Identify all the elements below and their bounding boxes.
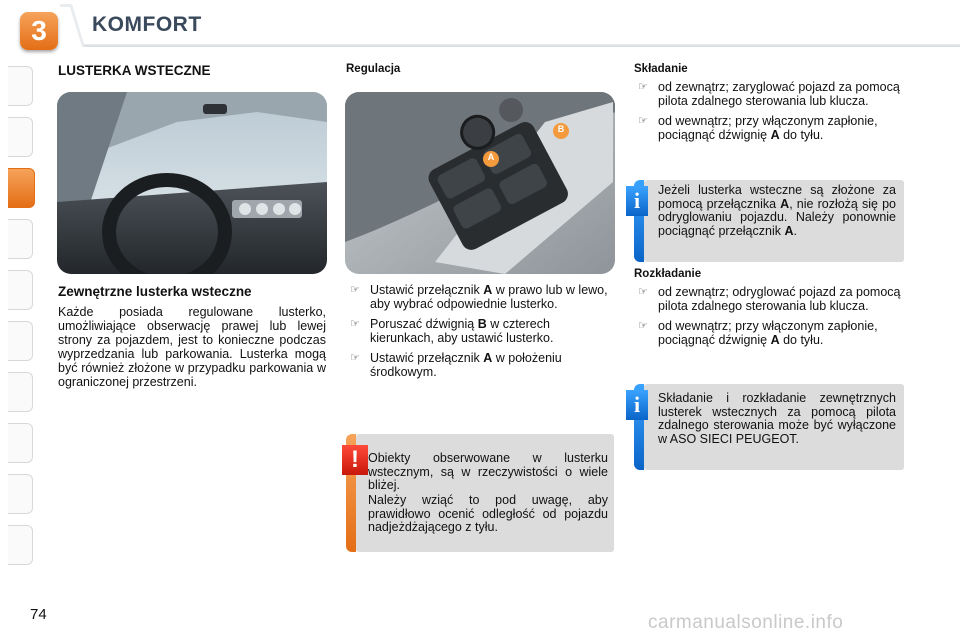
callout-label-a: A	[487, 152, 495, 162]
chapter-tab[interactable]	[8, 66, 33, 106]
warning-note	[356, 434, 614, 552]
step-item: ☞ Ustawić przełącznik A w prawo lub w lewo, aby wybrać odpowiednie lusterko.	[350, 283, 608, 311]
pointer-icon: ☞	[638, 81, 648, 93]
step-item: ☞ od wewnątrz; przy włączonym zapłonie, pociągnąć dźwignię A do tyłu.	[638, 114, 878, 142]
page-title: KOMFORT	[92, 13, 202, 36]
chapter-tab[interactable]	[8, 117, 33, 157]
chapter-tab[interactable]	[8, 372, 33, 412]
chapter-tab[interactable]	[8, 321, 33, 361]
unfolding-heading: Rozkładanie	[634, 268, 702, 280]
pointer-icon: ☞	[638, 286, 648, 298]
watermark: carmanualsonline.info	[648, 612, 844, 633]
door-switch-illustration	[345, 92, 615, 274]
chapter-tab[interactable]	[8, 219, 33, 259]
info-note-remote	[644, 384, 904, 470]
step-item: ☞ od wewnątrz; przy włączonym zapłonie, pociągnąć dźwignię A do tyłu.	[638, 319, 878, 347]
info-note-folding	[644, 180, 904, 262]
car-interior-illustration	[57, 92, 327, 274]
step-item: ☞ od zewnątrz; zaryglować pojazd za pomocą pilota zdalnego sterowania lub klucza.	[638, 80, 900, 108]
callout-label-b: B	[557, 124, 565, 134]
chapter-tab[interactable]	[8, 525, 33, 565]
info-text-remote: Składanie i rozkładanie zewnętrznych lusterek wstecznych za pomocą pilota zdalnego sterowania może być wyłączone w ASO SIECI PEUGEOT.	[658, 391, 896, 446]
chapter-tab[interactable]	[8, 270, 33, 310]
chapter-tab[interactable]	[8, 423, 33, 463]
exterior-mirrors-description: Każde posiada regulowane lusterko, umożliwiające obserwację prawej lub lewej strony za pojazdem, jest to konieczne podczas wyprzedzania lub parkowania. Lusterka mogą być również złożone w przypadku parkowania w ograniczonej przestrzeni.	[58, 305, 326, 389]
chapter-tabs	[8, 66, 34, 576]
info-icon: i	[626, 390, 648, 420]
warning-icon: !	[342, 445, 368, 475]
page-header	[0, 0, 960, 56]
pointer-icon: ☞	[350, 318, 360, 330]
step-item: ☞ Ustawić przełącznik A w położeniu środkowym.	[350, 351, 562, 379]
car-interior-photo	[57, 92, 327, 274]
section-title: LUSTERKA WSTECZNE	[58, 63, 211, 78]
adjustment-heading: Regulacja	[346, 63, 401, 75]
step-item: ☞ od zewnątrz; odryglować pojazd za pomocą pilota zdalnego sterowania lub klucza.	[638, 285, 901, 313]
pointer-icon: ☞	[638, 115, 648, 127]
chapter-tab-active[interactable]	[8, 168, 35, 208]
folding-steps	[634, 80, 904, 148]
info-text-folding: Jeżeli lusterka wsteczne są złożone za pomocą przełącznika A, nie rozłożą się po odryglowaniu pojazdu. Należy ponownie pociągnąć przełącznik A.	[658, 183, 896, 238]
info-icon: i	[626, 186, 648, 216]
folding-heading: Składanie	[634, 63, 688, 75]
pointer-icon: ☞	[350, 284, 360, 296]
pointer-icon: ☞	[350, 352, 360, 364]
warning-text-1: Obiekty obserwowane w lusterku wstecznym, są w rzeczywistości o wiele bliżej.	[368, 451, 608, 492]
subsection-title: Zewnętrzne lusterka wsteczne	[58, 284, 252, 299]
adjustment-steps	[346, 283, 614, 385]
step-item: ☞ Poruszać dźwignią B w czterech kierunkach, aby ustawić lusterko.	[350, 317, 554, 345]
unfolding-steps	[634, 285, 904, 353]
warning-text-2: Należy wziąć to pod uwagę, aby prawidłowo ocenić odległość od pojazdu nadjeżdżającego z tyłu.	[368, 493, 608, 534]
pointer-icon: ☞	[638, 320, 648, 332]
door-switch-panel-photo	[345, 92, 615, 274]
page-number: 74	[30, 606, 47, 623]
chapter-number-badge: 3	[20, 12, 58, 50]
chapter-tab[interactable]	[8, 474, 33, 514]
